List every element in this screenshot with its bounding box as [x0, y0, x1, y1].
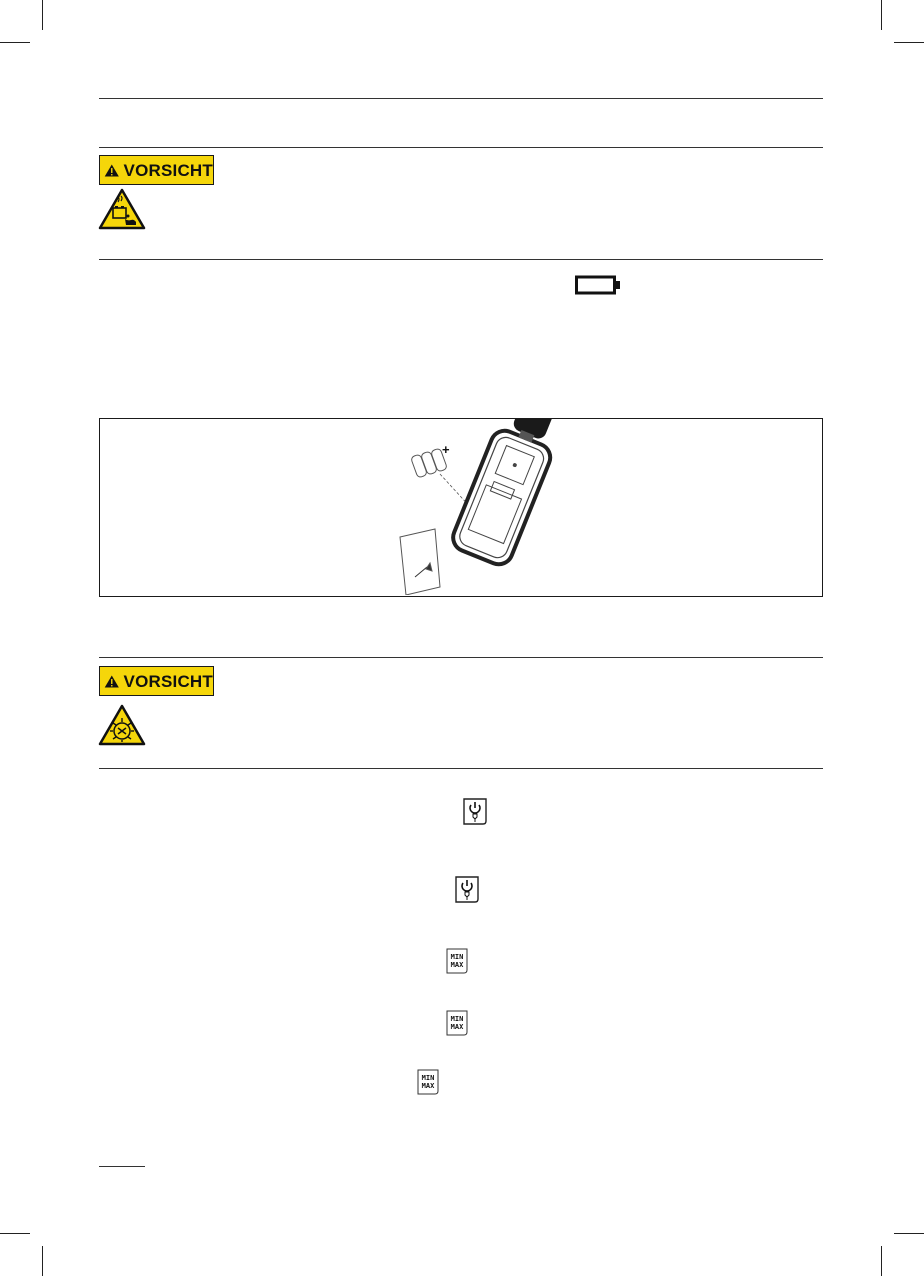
crop-mark: [42, 1246, 43, 1276]
crop-mark: [42, 0, 43, 30]
min-max-button-icon: [417, 1069, 439, 1095]
crop-mark: [881, 0, 882, 30]
crop-mark: [0, 42, 30, 43]
crop-mark: [894, 1233, 924, 1234]
caution-label-text: VORSICHT: [123, 160, 213, 180]
caution-label: [99, 666, 214, 696]
crop-mark: [0, 1233, 30, 1234]
warning-triangle-icon: [104, 161, 120, 180]
min-label: MIN: [450, 1015, 464, 1023]
sound-level-meter-battery-illustration: [100, 419, 821, 595]
warning-bottom-rule: [99, 768, 823, 769]
battery-empty-icon: [575, 275, 621, 295]
battery-installation-figure: [99, 418, 823, 597]
min-label: MIN: [421, 1074, 435, 1082]
max-label: MAX: [450, 1023, 464, 1031]
warning-top-rule: [99, 657, 823, 658]
battery-acid-hazard-icon: [98, 188, 146, 230]
warning-bottom-rule: [99, 259, 823, 260]
max-label: MAX: [450, 961, 464, 969]
warning-top-rule: [99, 147, 823, 148]
power-hold-button-icon: [454, 875, 480, 905]
min-label: MIN: [450, 953, 464, 961]
max-label: MAX: [421, 1082, 435, 1090]
polarity-plus-mark: +: [442, 442, 450, 457]
page-number-rule: [99, 1166, 145, 1167]
crop-mark: [881, 1246, 882, 1276]
crop-mark: [894, 42, 924, 43]
loud-noise-hazard-icon: [98, 704, 146, 746]
caution-label: [99, 155, 214, 185]
caution-label-text: VORSICHT: [123, 671, 213, 691]
power-hold-button-icon: [462, 797, 488, 827]
header-rule: [99, 98, 823, 99]
min-max-button-icon: [446, 948, 468, 974]
min-max-button-icon: [446, 1010, 468, 1036]
warning-triangle-icon: [104, 672, 120, 691]
